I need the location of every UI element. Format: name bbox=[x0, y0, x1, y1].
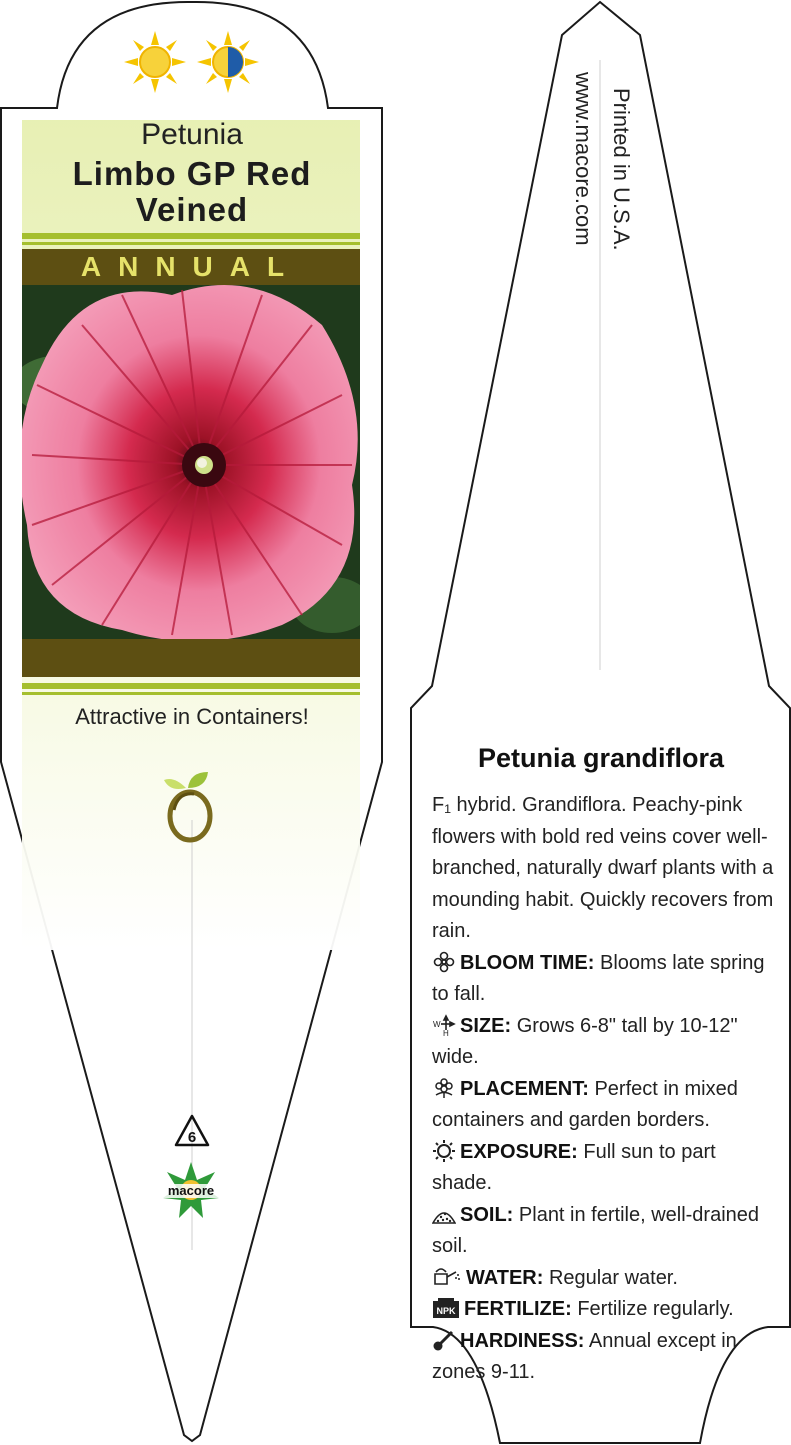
full-sun-icon bbox=[124, 31, 186, 93]
flower-icon bbox=[432, 951, 456, 973]
macore-brand-text: macore bbox=[167, 1183, 215, 1198]
size-text: Grows 6-8" tall by 10-12" wide. bbox=[432, 1014, 738, 1068]
website: www.macore.com bbox=[571, 72, 596, 246]
bottom-band bbox=[22, 639, 360, 677]
botanical-name: Petunia grandiflora bbox=[477, 743, 725, 773]
hardiness-label: HARDINESS: bbox=[460, 1329, 585, 1352]
fertilize-text: Fertilize regularly. bbox=[577, 1298, 734, 1320]
recycle-number: 6 bbox=[187, 1129, 197, 1146]
size-h-label: H bbox=[443, 1028, 449, 1036]
macore-logo-icon bbox=[157, 1160, 225, 1220]
bloom-label: BLOOM TIME: bbox=[460, 951, 595, 974]
part-sun-icon bbox=[197, 31, 259, 93]
care-item-exposure bbox=[432, 1137, 777, 1200]
sprout-logo-icon bbox=[160, 770, 220, 850]
placement-icon bbox=[432, 1077, 456, 1099]
watering-can-icon bbox=[432, 1266, 462, 1288]
common-name: Petunia bbox=[141, 118, 243, 151]
care-item-fertilize bbox=[432, 1294, 777, 1326]
care-item-soil bbox=[432, 1200, 777, 1263]
soil-icon bbox=[432, 1203, 456, 1225]
size-label: SIZE: bbox=[460, 1014, 512, 1037]
flower-photo bbox=[22, 285, 360, 639]
cultivar-name bbox=[22, 156, 362, 228]
recycle-icon bbox=[170, 1113, 214, 1153]
thermometer-icon bbox=[432, 1329, 456, 1351]
soil-label: SOIL: bbox=[460, 1203, 514, 1226]
care-item-water bbox=[432, 1263, 777, 1295]
exposure-text: Full sun to part shade. bbox=[432, 1140, 716, 1194]
bottom-stripe bbox=[22, 683, 360, 689]
top-stripe-thin bbox=[22, 242, 360, 245]
sun-icon bbox=[432, 1140, 456, 1162]
care-item-placement bbox=[432, 1074, 777, 1137]
description: F₁ hybrid. Grandiflora. Peachy-pink flowers with bold red veins cover well-branched, naturally dwarf plants with a mounding habit. Quickly recovers from rain. bbox=[432, 794, 774, 942]
npk-icon bbox=[432, 1297, 460, 1319]
fertilize-label: FERTILIZE: bbox=[464, 1298, 572, 1320]
cultivar-line-2: Veined bbox=[135, 191, 249, 228]
placement-label: PLACEMENT: bbox=[460, 1077, 589, 1100]
care-info bbox=[432, 790, 777, 1389]
care-item-hardiness bbox=[432, 1326, 777, 1389]
water-text: Regular water. bbox=[548, 1266, 678, 1289]
hardiness-text: Annual except in zones 9-11. bbox=[432, 1329, 737, 1383]
category-label: ANNUAL bbox=[80, 251, 302, 282]
care-item-size bbox=[432, 1011, 777, 1074]
soil-text: Plant in fertile, well-drained soil. bbox=[432, 1203, 760, 1257]
exposure-label: EXPOSURE: bbox=[460, 1140, 578, 1163]
size-w-label: W bbox=[433, 1019, 441, 1029]
care-item-bloom bbox=[432, 948, 777, 1011]
tagline: Attractive in Containers! bbox=[75, 704, 309, 729]
placement-text: Perfect in mixed containers and garden borders. bbox=[432, 1077, 738, 1131]
cultivar-line-1: Limbo GP Red bbox=[72, 155, 312, 192]
size-icon bbox=[432, 1014, 456, 1036]
bottom-stripe-thin bbox=[22, 692, 360, 695]
bloom-text: Blooms late spring to fall. bbox=[432, 951, 765, 1005]
npk-label: NPK bbox=[436, 1306, 456, 1316]
water-label: WATER: bbox=[466, 1266, 544, 1289]
printed-in-usa: Printed in U.S.A. bbox=[609, 88, 634, 251]
top-stripe bbox=[22, 233, 360, 239]
